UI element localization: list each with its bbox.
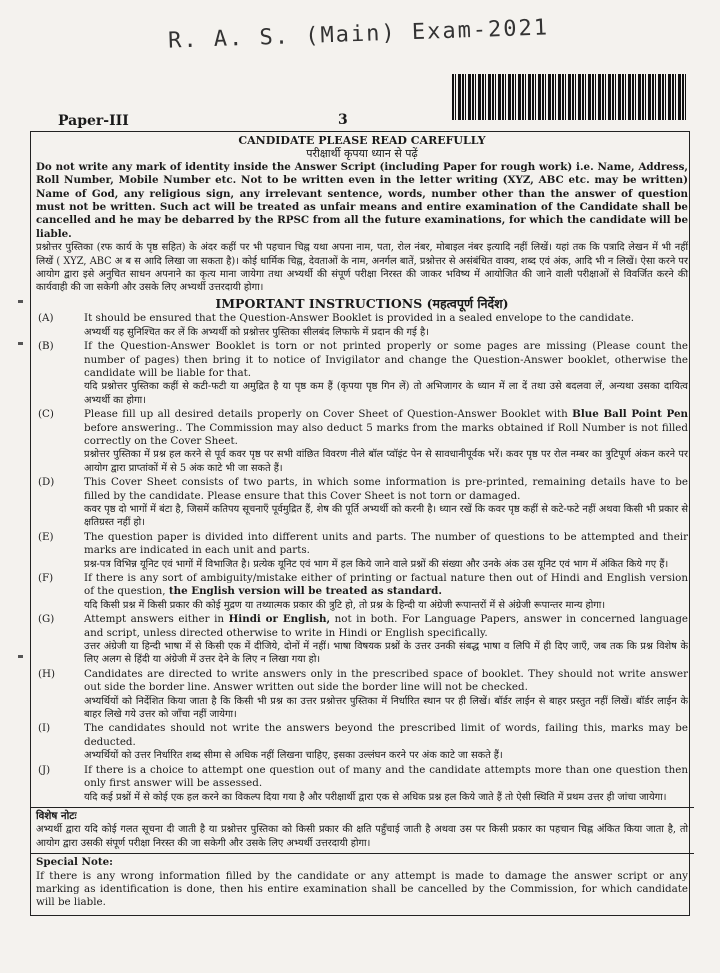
instruction-item-c xyxy=(36,408,688,475)
special-note-en: If there is any wrong information filled by the candidate or any attempt is made to damage the answer script or any marking as identification is done, then his entire examination shall be cancelled by the Commission, for which candidate will be liable. xyxy=(36,869,688,909)
barcode xyxy=(452,74,686,120)
instruction-item-a xyxy=(36,312,688,339)
item-label: (C) xyxy=(38,408,54,421)
item-text-hi: यदि प्रश्नोत्तर पुस्तिका कहीं से कटी-फटी या अमुद्रित है या पृष्ठ कम हैं (कृपया पृष्ठ गिन लें) तो अभिजागर के ध्यान में ला दें तथा उसे बदलवा लें, अन्यथा उसका दायित्व अभ्यर्थी का होगा। xyxy=(84,381,688,406)
item-text-hi: यदि कई प्रश्नों में से कोई एक हल करने का विकल्प दिया गया है और परीक्षार्थी द्वारा एक से अधिक प्रश्न हल किये जाते हैं तो ऐसी स्थिति में प्रथम उत्तर ही जांचा जायेगा। xyxy=(84,791,667,803)
margin-mark xyxy=(18,300,23,303)
special-note-heading-en: Special Note: xyxy=(36,856,113,869)
page-number: 3 xyxy=(338,112,348,128)
instruction-item-g xyxy=(36,613,688,667)
item-text-hi: कवर पृष्ठ दो भागों में बंटा है, जिसमें कतिपय सूचनाएँ पूर्वमुद्रित हैं, शेष की पूर्ति अभ्यर्थी को करनी है। ध्यान रखें कि कवर पृष्ठ कहीं से कटे-फटे नहीं अथवा किसी भी प्रकार से क्षतिग्रस्त नहीं हो। xyxy=(84,503,688,529)
divider xyxy=(30,807,694,808)
item-label: (H) xyxy=(38,667,56,680)
item-text-en: This Cover Sheet consists of two parts, in which some information is pre-printed, remaining details have to be filled by the candidate. Please ensure that this Cover Sheet is not torn or damaged. xyxy=(84,476,688,502)
item-text-hi: प्रश्नोत्तर पुस्तिका में प्रश्न हल करने से पूर्व कवर पृष्ठ पर सभी वांछित विवरण नीले बॉल प्वॉइंट पेन से सावधानीपूर्वक भरें। कवर पृष्ठ पर रोल नम्बर का त्रुटिपूर्ण अंकन करने पर आयोग द्वारा प्राप्तांकों में से 5 अंक काटे भी जा सकते हैं। xyxy=(84,449,688,474)
item-text-hi: प्रश्न-पत्र विभिन्न यूनिट एवं भागों में विभाजित है। प्रत्येक यूनिट एवं भाग में हल किये जाने वाले प्रश्नों की संख्या और उनके अंक उस यूनिट एवं भाग में अंकित किये गए हैं। xyxy=(84,558,669,570)
item-text-hi: अभ्यर्थियों को निर्देशित किया जाता है कि किसी भी प्रश्न का उत्तर प्रश्नोत्तर पुस्तिका में निर्धारित स्थान पर ही लिखें। बॉर्डर लाईन से बाहर प्रस्तुत नहीं लिखें। बॉर्डर लाईन के बाहर लिखे गये उत्तर को जाँचा नहीं जायेगा। xyxy=(84,695,688,721)
instruction-item-f xyxy=(36,572,688,612)
item-label: (B) xyxy=(38,340,54,353)
item-text-en xyxy=(84,613,688,640)
item-text-hi: अभ्यर्थियों को उत्तर निर्धारित शब्द सीमा से अधिक नहीं लिखना चाहिए, इसका उल्लंघन करने पर अंक काटे जा सकते हैं। xyxy=(84,750,503,762)
item-text-en-part: Please fill up all desired details properly on Cover Sheet of Question-Answer Booklet with xyxy=(84,408,573,421)
instruction-item-d xyxy=(36,476,688,530)
item-text-hi: अभ्यर्थी यह सुनिश्चित कर लें कि अभ्यर्थी को प्रश्नोत्तर पुस्तिका सीलबंद लिफाफे में प्रदान की गई है। xyxy=(84,326,429,338)
instruction-content xyxy=(36,134,688,910)
candidate-heading-en: CANDIDATE PLEASE READ CAREFULLY xyxy=(238,134,486,147)
handwritten-exam-title: R. A. S. (Main) Exam-2021 xyxy=(167,15,550,54)
special-note-hi: अभ्यर्थी द्वारा यदि कोई गलत सूचना दी जाती है या प्रश्नोत्तर पुस्तिका को किसी प्रकार की क्षति पहुँचाई जाती है अथवा उस पर किसी प्रकार का पहचान चिह्न अंकित किया जाता है, तो आयोग द्वारा उसकी संपूर्ण परीक्षा निरस्त की जा सकेगी और उसके लिए अभ्यर्थी उत्तरदायी होगा। xyxy=(36,824,688,849)
item-label: (D) xyxy=(38,476,55,489)
item-text-en xyxy=(84,572,688,599)
item-text-en-bold: Hindi or English, xyxy=(228,613,331,626)
candidate-heading-hi: परीक्षार्थी कृपया ध्यान से पढ़ें xyxy=(306,147,418,161)
item-text-en: It should be ensured that the Question-Answer Booklet is provided in a sealed envelope to the candidate. xyxy=(84,312,635,325)
instructions-heading: IMPORTANT INSTRUCTIONS (महत्वपूर्ण निर्देश) xyxy=(215,295,509,311)
item-label: (A) xyxy=(38,312,54,325)
item-text-en: If there is a choice to attempt one question out of many and the candidate attempts more than one question then only first answer will be assessed. xyxy=(84,763,688,790)
item-text-en-part: If there is any sort of ambiguity/mistake either of printing or factual nature then out of Hindi and English version of the question, xyxy=(84,572,688,598)
instruction-item-b xyxy=(36,340,688,407)
divider xyxy=(30,853,694,854)
special-note-heading-hi: विशेष नोटः xyxy=(36,809,77,822)
item-text-en: The question paper is divided into different units and parts. The number of questions to be attempted and their marks are indicated in each unit and parts. xyxy=(84,530,688,557)
warning-hi: प्रश्नोत्तर पुस्तिका (रफ कार्य के पृष्ठ सहित) के अंदर कहीं पर भी पहचान चिह्न यथा अपना नाम, पता, रोल नंबर, मोबाइल नंबर इत्यादि नहीं लिखें। यहां तक कि पत्रादि लेखन में भी नहीं लिखें ( XYZ, ABC अ ब स आदि लिखा जा सकता है)। कोई धार्मिक चिह्न, देवताओं के नाम, अनर्गल बातें, प्रश्नोत्तर से असंबंधित वाक्य, शब्द एवं अंक, आदि भी न लिखें। ऐसा करने पर आयोग द्वारा इसे अनुचित साधन अपनाने का कृत्य माना जायेगा तथा अभ्यर्थी की संपूर्ण परीक्षा निरस्त की जाकर भविष्य में आयोजित की जाने वाली परीक्षाओं से विवर्जित करने की कार्यवाही की जा सकेगी और उसके लिए अभ्यर्थी उत्तरदायी होगा। xyxy=(36,242,688,294)
item-label: (F) xyxy=(38,572,54,584)
item-text-en-part: Attempt answers either in xyxy=(84,613,229,626)
item-text-hi: यदि किसी प्रश्न में किसी प्रकार की कोई मुद्रण या तथ्यात्मक प्रकार की त्रुटि हो, तो प्रश्न के हिन्दी या अंग्रेजी रूपान्तरों में से अंग्रेजी रूपान्तर मान्य होगा। xyxy=(84,599,606,611)
item-label: (I) xyxy=(38,722,51,735)
item-label: (E) xyxy=(38,530,54,543)
item-text-hi: उत्तर अंग्रेजी या हिन्दी भाषा में से किसी एक में दीजिये, दोनों में नहीं। भाषा विषयक प्रश्नों के उत्तर उनकी संबद्ध भाषा व लिपि में ही दिए जाएँ, जब तक कि प्रश्न विशेष के लिए अलग से हिंदी या अंग्रेजी में उत्तर देने के लिए न लिखा गया हो। xyxy=(84,641,688,666)
paper-number: Paper-III xyxy=(58,113,129,129)
item-text-en-part: not in both. For Language Papers, answer in concerned language and script, unless directed otherwise to write in Hindi or English specifically. xyxy=(84,613,688,639)
instruction-item-h xyxy=(36,668,688,722)
margin-mark xyxy=(18,655,23,658)
instruction-item-e xyxy=(36,531,688,571)
item-text-en xyxy=(84,408,688,448)
item-label: (J) xyxy=(38,763,51,776)
item-text-en-part: before answering.. The Commission may also deduct 5 marks from the marks obtained if Roll Number is not filled correctly on the Cover Sheet. xyxy=(84,421,688,447)
item-text-en-bold: Blue Ball Point Pen xyxy=(572,408,688,421)
instruction-item-j xyxy=(36,764,688,804)
instruction-item-i xyxy=(36,722,688,762)
warning-en: Do not write any mark of identity inside the Answer Script (including Paper for rough work) i.e. Name, Address, Roll Number, Mobile Number etc. Not to be written even in the letter writing (XYZ, ABC etc. may be written) Name of God, any religious sign, any irrelevant sentence, words, number other than the answer of question must not be written. Such act will be treated as unfair means and entire examination of the Candidate shall be cancelled and he may be debarred by the RPSC from all the future examinations, for which the candidate will be liable. xyxy=(36,160,688,240)
item-label: (G) xyxy=(38,613,55,626)
margin-mark xyxy=(18,342,23,345)
item-text-en-bold: the English version will be treated as standard. xyxy=(168,585,442,598)
item-text-en: If the Question-Answer Booklet is torn or not printed properly or some pages are missing (Please count the number of pages) then bring it to notice of Invigilator and change the Question-Answer booklet, otherwise the candidate will be liable for that. xyxy=(84,340,688,379)
item-text-en: Candidates are directed to write answers only in the prescribed space of booklet. They should not write answer out side the border line. Answer written out side the border line will not be checked. xyxy=(84,667,688,694)
item-text-en: The candidates should not write the answers beyond the prescribed limit of words, failing this, marks may be deducted. xyxy=(84,722,688,748)
